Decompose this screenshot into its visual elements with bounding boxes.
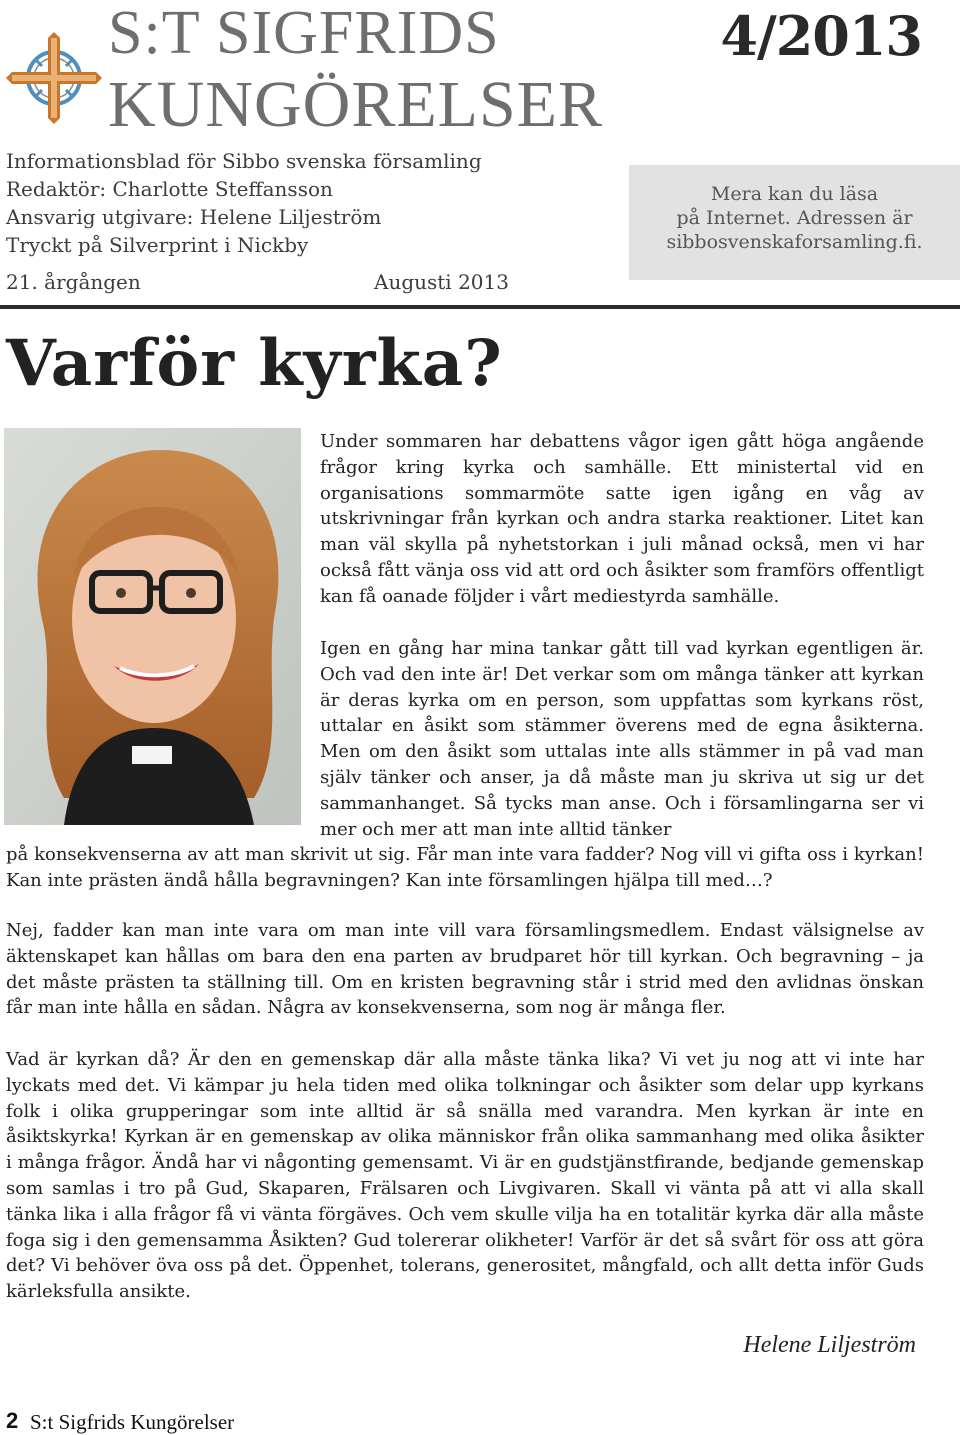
- printer-line: Tryckt på Silverprint i Nickby: [6, 233, 309, 257]
- article-paragraph-2-part1: Igen en gång har mina tankar gått till vad kyrkan egentligen är. Och vad den inte är! Det verkar som om många tänker att kyrkan är deras kyrka om en person, som uppfattas som kyrkans röst, uttalar en åsikt som stämmer överens med de egna åsikterna. Men om den åsikt som uttalas inte alls stämmer in på vad man själv tänker och anser, ja då måste man ju skriva ut sig ur det sammanhanget. Så tycks man anse. Och i församlingarna ser vi mer och mer att man inte alltid tänker: [320, 638, 924, 840]
- web-info-line1: Mera kan du läsa: [710, 183, 879, 205]
- masthead-title-line2: KUNGÖRELSER: [108, 68, 604, 141]
- web-info-line2: på Internet. Adressen är: [676, 207, 913, 229]
- article-paragraph-3: Nej, fadder kan man inte vara om man inte vill vara församlingsmedlem. Endast välsignelse av äktenskapet kan hållas om bara den ena parten av brudparet hör till kyrkan. Och begravning – ja det måste prästen ta ställning till. Om en kristen begravning står i strid med den avlidnas önskan får man inte hålla en sådan. Några av konsekvenserna, som nog är många fler.: [6, 920, 924, 1019]
- masthead-title-line1: S:T SIGFRIDS: [108, 0, 500, 67]
- cross-logo-icon: [4, 32, 104, 124]
- volume-label: 21. årgången: [6, 270, 141, 294]
- web-address-link[interactable]: sibbosvenskaforsamling.fi.: [666, 231, 923, 253]
- publisher-line: Ansvarig utgivare: Helene Liljeström: [6, 205, 382, 229]
- issue-date: Augusti 2013: [374, 270, 509, 294]
- header-divider: [0, 305, 960, 309]
- article-headline: Varför kyrka?: [6, 326, 503, 401]
- portrait-photo: [4, 428, 301, 825]
- page-number: 2: [6, 1408, 19, 1433]
- article-paragraph-2-part2: på konsekvenserna av att man skrivit ut sig. Får man inte vara fadder? Nog vill vi gifta oss i kyrkan! Kan inte prästen ändå hålla begravningen? Kan inte församlingen hjälpa till med…?: [6, 844, 924, 891]
- author-signature: Helene Liljeström: [743, 1332, 916, 1358]
- footer-publication-title: S:t Sigfrids Kungörelser: [30, 1410, 235, 1434]
- article-paragraph-4: Vad är kyrkan då? Är den en gemenskap där alla måste tänka lika? Vi vet ju nog att vi inte har lyckats med det. Vi kämpar ju hela tiden med olika tolkningar och åsikter som delar upp kyrkans folk i olika grupperingar som inte alltid är så snälla med varandra. Men kyrkan är inte en åsiktskyrka! Kyrkan är en gemenskap av olika människor från olika sammanhang med olika åsikter i många frågor. Ändå har vi någonting gemensamt. Vi är en gudstjänstfirande, bedjande gemenskap som samlas i tro på Gud, Skaparen, Frälsaren och Livgivaren. Skall vi vänta på att vi alla skall tänka lika i alla frågor få vi vänta förgäves. Och vem skulle vilja ha en totalitär kyrka där alla måste foga sig i den gemensamma Åsikten? Gud tolererar olikheter! Varför är det så svårt för oss att göra det? Vi behöver öva oss på det. Öppenhet, tolerans, generositet, mångfald, och allt detta inför Guds kärleksfulla ansikte.: [6, 1049, 924, 1303]
- web-info-box: [629, 165, 960, 280]
- issue-number: 4/2013: [720, 4, 922, 68]
- editor-line: Redaktör: Charlotte Steffansson: [6, 177, 333, 201]
- article-paragraph-1: Under sommaren har debattens vågor igen gått höga angående frågor kring kyrka och samhälle. Ett ministertal vid en organisations sommarmöte satte igen igång en våg av utskrivningar från kyrkan och andra starka reaktioner. Litet kan man väl skylla på nyhetstorkan i juli månad också, men vi har också fått vänja oss vid att ord och åsikter som framförs offentligt kan få oanade följder i vårt mediestyrda samhälle.: [320, 431, 924, 607]
- publication-info-line: Informationsblad för Sibbo svenska församling: [6, 149, 482, 173]
